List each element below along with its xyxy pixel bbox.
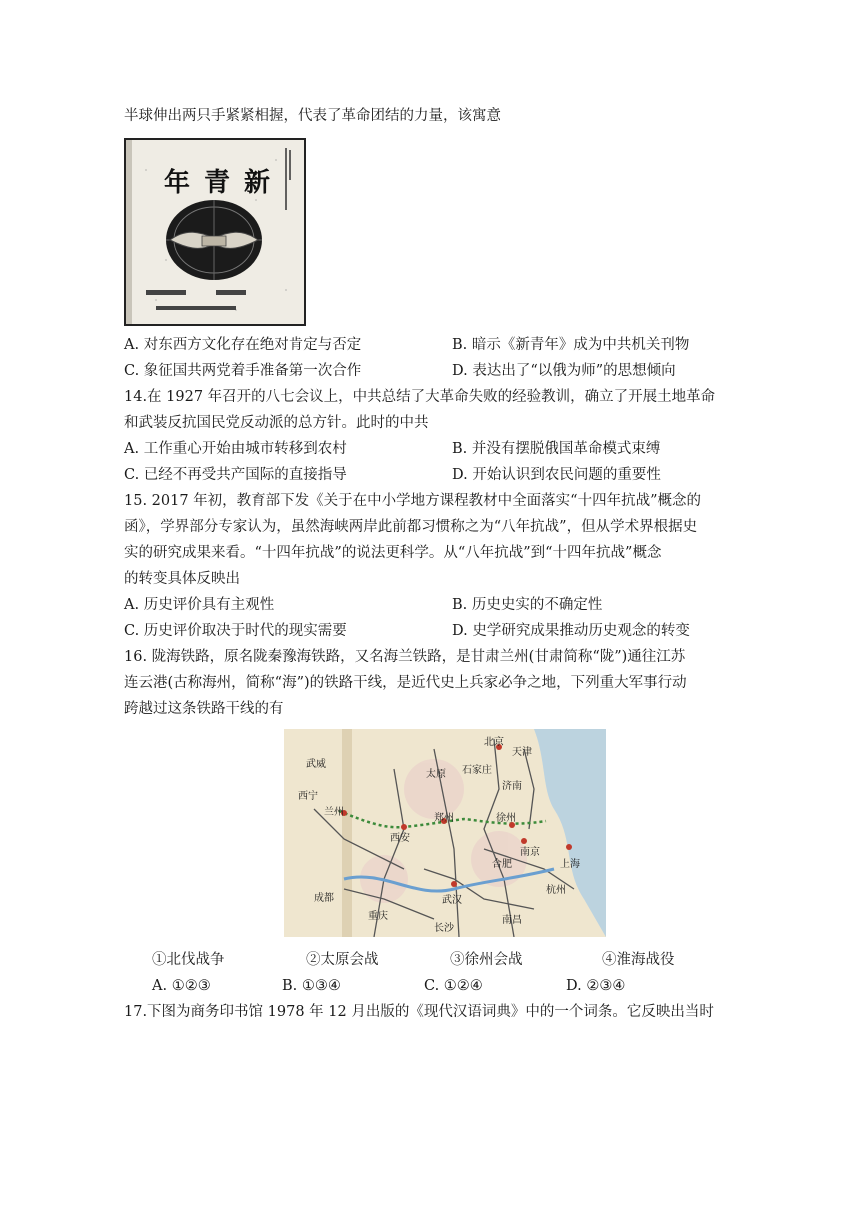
question-15-stem-line2: 函》，学界部分专家认为，虽然海峡两岸此前都习惯称之为“八年抗战”，但从学术界根据史 [124,519,698,535]
map-label-chengdu: 成都 [314,893,334,904]
q16-option-b[interactable]: B. ①③④ [282,978,341,994]
question-15-stem-line1: 15. 2017 年初，教育部下发《关于在中小学地方课程教材中全面落实“十四年抗战”概念的 [124,493,702,509]
q15-option-c[interactable]: C. 历史评价取决于时代的现实需要 [124,623,347,639]
map-label-xuzhou: 徐州 [496,813,516,824]
q14-option-c[interactable]: C. 已经不再受共产国际的直接指导 [124,467,347,483]
question-16-stem-line2: 连云港(古称海州，简称“海”)的铁路干线，是近代史上兵家必争之地，下列重大军事行动 [124,675,687,691]
q13-option-c[interactable]: C. 象征国共两党着手准备第一次合作 [124,363,362,379]
map-label-taiyuan: 太原 [426,769,446,780]
q15-option-d[interactable]: D. 史学研究成果推动历史观念的转变 [452,623,690,639]
q16-item-3: ③徐州会战 [450,952,523,968]
q14-option-b[interactable]: B. 并没有摆脱俄国革命模式束缚 [452,441,661,457]
q16-option-a[interactable]: A. ①②③ [152,978,211,994]
map-label-jinan: 济南 [502,781,522,792]
map-label-nanjing: 南京 [520,847,540,858]
map-label-tianjin: 天津 [512,747,532,758]
question-14-stem-line2: 和武装反抗国民党反动派的总方针。此时的中共 [124,415,429,431]
map-label-shanghai: 上海 [560,859,580,870]
question-15-stem-line3: 实的研究成果来看。“十四年抗战”的说法更科学。从“八年抗战”到“十四年抗战”概念 [124,545,662,561]
map-label-hefei: 合肥 [492,859,512,870]
map-label-shijiazhuang: 石家庄 [462,765,492,776]
question-16-stem-line1: 16. 陇海铁路，原名陇秦豫海铁路，又名海兰铁路，是甘肃兰州(甘肃简称“陇”)通往江苏 [124,649,686,665]
longhai-railway-map [284,729,606,937]
q13-option-b[interactable]: B. 暗示《新青年》成为中共机关刊物 [452,337,690,353]
q15-option-a[interactable]: A. 历史评价具有主观性 [124,597,275,613]
q13-option-d[interactable]: D. 表达出了“以俄为师”的思想倾向 [452,363,676,379]
q16-item-2: ②太原会战 [306,952,379,968]
q14-option-d[interactable]: D. 开始认识到农民问题的重要性 [452,467,661,483]
map-label-hangzhou: 杭州 [546,885,566,896]
question-14-stem-line1: 14.在 1927 年召开的八七会议上，中共总结了大革命失败的经验教训，确立了开展土地革命 [124,389,716,405]
map-label-wuwei: 武威 [306,759,326,770]
map-label-beijing: 北京 [484,737,504,748]
map-label-wuhan: 武汉 [442,895,462,906]
question-17-stem-line1: 17.下图为商务印书馆 1978 年 12 月出版的《现代汉语词典》中的一个词条。它反映出当时 [124,1004,714,1020]
question-13-stem-tail: 半球伸出两只手紧紧相握，代表了革命团结的力量，该寓意 [124,108,501,124]
new-youth-magazine-cover [124,138,306,326]
q13-option-a[interactable]: A. 对东西方文化存在绝对肯定与否定 [124,337,362,353]
q14-option-a[interactable]: A. 工作重心开始由城市转移到农村 [124,441,347,457]
map-label-lanzhou: 兰州 [324,807,344,818]
q16-item-4: ④淮海战役 [602,952,675,968]
q16-option-d[interactable]: D. ②③④ [566,978,626,994]
map-label-xian: 西安 [390,833,410,844]
question-16-stem-line3: 跨越过这条铁路干线的有 [124,701,284,717]
map-label-xining: 西宁 [298,791,318,802]
q16-option-c[interactable]: C. ①②④ [424,978,483,994]
q16-item-1: ①北伐战争 [152,952,225,968]
question-15-stem-line4: 的转变具体反映出 [124,571,240,587]
q15-option-b[interactable]: B. 历史史实的不确定性 [452,597,603,613]
cover-title: 年青新 [164,168,285,198]
map-label-zhengzhou: 郑州 [434,813,454,824]
map-label-nanchang: 南昌 [502,915,522,926]
map-label-chongqing: 重庆 [368,911,388,922]
map-label-changsha: 长沙 [434,923,454,934]
